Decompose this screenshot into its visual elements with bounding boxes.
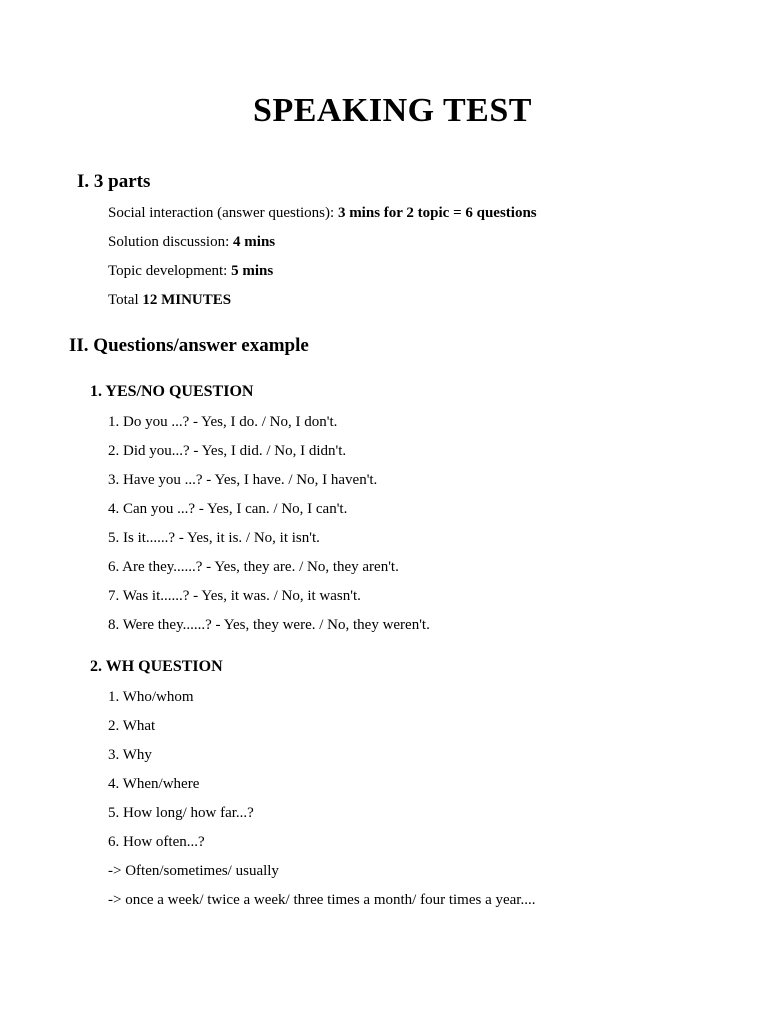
list-item: 5. Is it......? - Yes, it is. / No, it isn't. xyxy=(108,530,320,546)
page-title: SPEAKING TEST xyxy=(253,92,532,129)
part-duration: 3 mins for 2 topic = 6 questions xyxy=(337,205,537,221)
part-line-total xyxy=(108,292,231,309)
part-duration: 5 mins xyxy=(231,263,274,279)
part-duration: 12 MINUTES xyxy=(142,292,232,308)
part-line-topic-development xyxy=(108,263,273,280)
list-item: -> Often/sometimes/ usually xyxy=(108,863,279,879)
section-heading-parts: I. 3 parts xyxy=(77,171,151,192)
list-item: 7. Was it......? - Yes, it was. / No, it wasn't. xyxy=(108,588,361,604)
part-label: Total xyxy=(108,292,143,308)
list-item: 2. What xyxy=(108,718,156,734)
list-item: 3. Why xyxy=(108,747,152,763)
subheading-wh: 2. WH QUESTION xyxy=(90,658,223,675)
section-heading-questions: II. Questions/answer example xyxy=(69,335,309,356)
list-item: 4. When/where xyxy=(108,776,200,792)
part-label: Solution discussion: xyxy=(108,234,234,250)
list-item: 1. Who/whom xyxy=(108,689,194,705)
list-item: 5. How long/ how far...? xyxy=(108,805,254,821)
list-item: -> once a week/ twice a week/ three times a month/ four times a year.... xyxy=(108,892,536,908)
list-item: 1. Do you ...? - Yes, I do. / No, I don't. xyxy=(108,414,338,430)
list-item: 8. Were they......? - Yes, they were. / No, they weren't. xyxy=(108,617,430,633)
part-label: Topic development: xyxy=(108,263,232,279)
list-item: 6. Are they......? - Yes, they are. / No, they aren't. xyxy=(108,559,399,575)
list-item: 3. Have you ...? - Yes, I have. / No, I haven't. xyxy=(108,472,378,488)
subheading-yes-no: 1. YES/NO QUESTION xyxy=(90,383,254,400)
part-line-social-interaction xyxy=(108,205,537,222)
list-item: 6. How often...? xyxy=(108,834,205,850)
list-item: 2. Did you...? - Yes, I did. / No, I didn't. xyxy=(108,443,347,459)
part-duration: 4 mins xyxy=(233,234,276,250)
part-label: Social interaction (answer questions): xyxy=(108,205,338,221)
part-line-solution-discussion xyxy=(108,234,275,251)
list-item: 4. Can you ...? - Yes, I can. / No, I can't. xyxy=(108,501,348,517)
